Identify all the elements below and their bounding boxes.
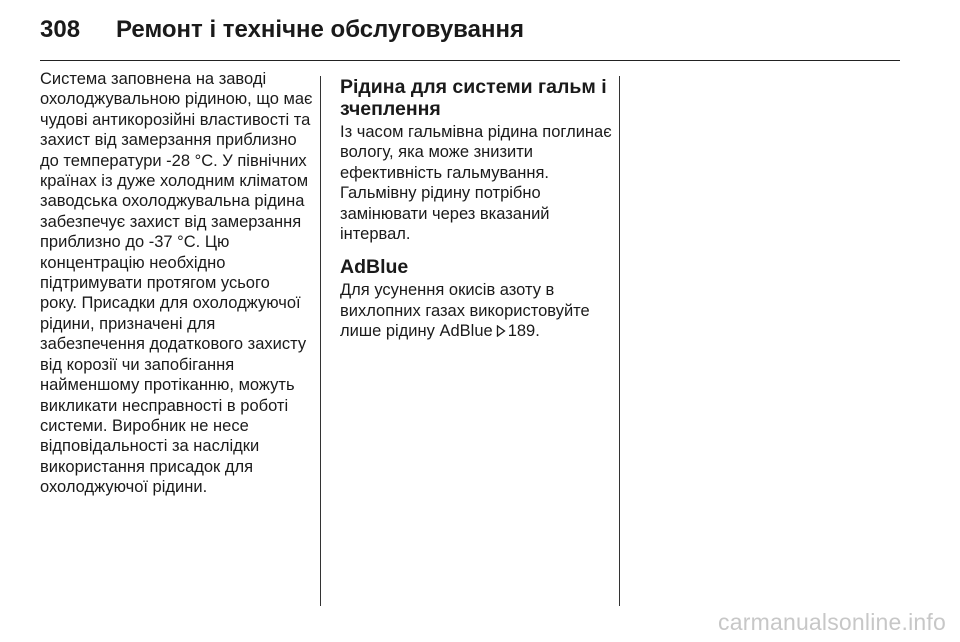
adblue-heading: AdBlue bbox=[340, 256, 409, 279]
brake-fluid-paragraph: Із часом гальмівна рідина поглинає вологу, яка може знизити ефективність гальмування. Гальмівну рідину потрібно замінювати через вказаний інтервал. bbox=[340, 123, 612, 244]
page-number: 308 bbox=[40, 16, 81, 43]
page-reference-triangle-icon bbox=[496, 322, 506, 334]
header-divider bbox=[40, 60, 900, 61]
page-title: Ремонт і технічне обслуговування bbox=[116, 16, 524, 43]
adblue-ref-page[interactable]: 189. bbox=[507, 322, 540, 341]
adblue-paragraph bbox=[340, 280, 615, 341]
column-fluids bbox=[340, 76, 615, 342]
column-divider-right bbox=[619, 76, 620, 606]
page-header bbox=[0, 0, 960, 62]
column-coolant bbox=[40, 69, 315, 498]
adblue-text: Для усунення окисів азоту в вихлопних газах використовуйте лише рідину AdBlue bbox=[340, 281, 590, 341]
watermark: carmanualsonline.info bbox=[718, 609, 946, 635]
brake-fluid-heading: Рідина для системи гальм і зчеплення bbox=[340, 76, 607, 120]
column-divider-left bbox=[320, 76, 321, 606]
coolant-paragraph: Система заповнена на заводі охолоджувальною рідиною, що має чудові антикорозійні властивості та захист від замерзання приблизно до температури -28 °C. У північних країнах із дуже холодним кліматом заводська охолоджувальна рідина забезпечує захист від замерзання приблизно до -37 °C. Цю концентрацію необхідно підтримувати протягом усього року. Присадки для охолоджуючої рідини, призначені для забезпечення додаткового захисту від корозії чи запобігання найменшому протіканню, можуть викликати несправності в роботі системи. Виробник не несе відповідальності за наслідки використання присадок для охолоджуючої рідини. bbox=[40, 70, 313, 497]
